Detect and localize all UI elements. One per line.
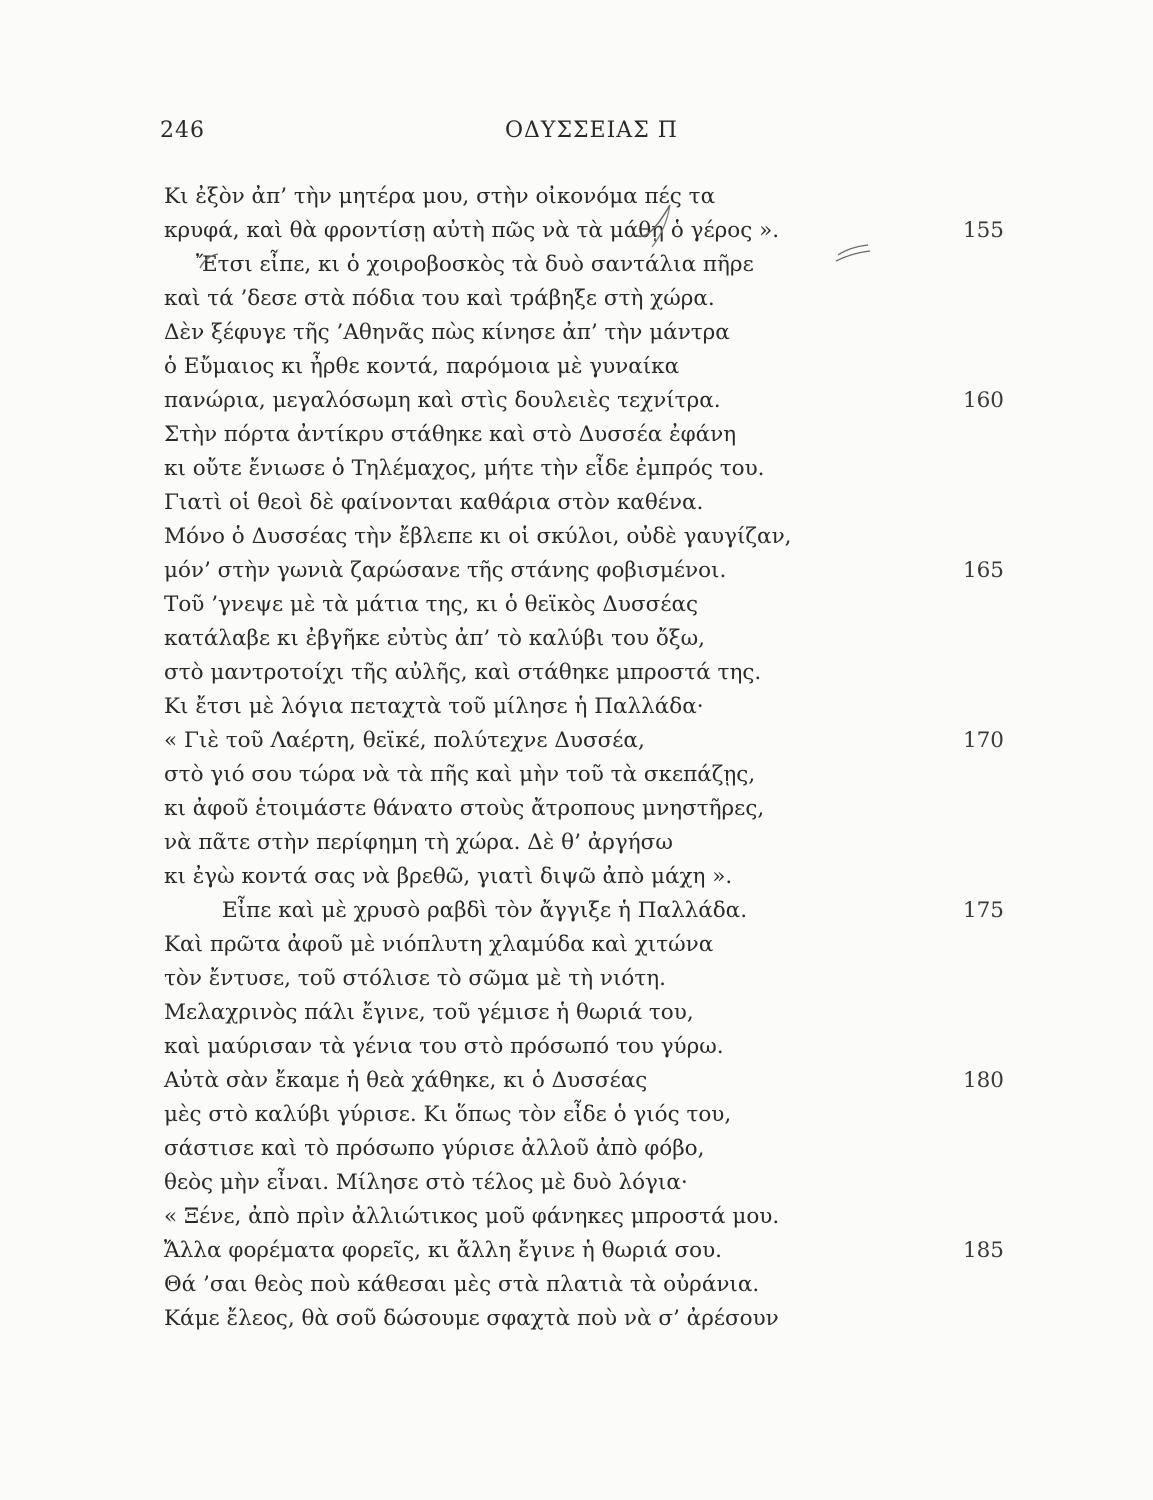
verse-text: πανώρια, μεγαλόσωμη καὶ στὶς δουλειὲς τεχνίτρα.	[164, 388, 721, 413]
verse-line	[164, 1166, 1004, 1200]
verse-text: κι ἀφοῦ ἑτοιμάστε θάνατο στοὺς ἄτροπους μνηστῆρες,	[164, 796, 765, 821]
verse-text: Θά ’σαι θεὸς ποὺ κάθεσαι μὲς στὰ πλατιὰ τὰ οὐράνια.	[164, 1272, 760, 1297]
line-number: 165	[962, 558, 1004, 583]
verse-line	[164, 588, 1004, 622]
verse-line	[164, 418, 1004, 452]
line-number: 175	[962, 898, 1004, 923]
verse-text: τὸν ἔντυσε, τοῦ στόλισε τὸ σῶμα μὲ τὴ νιότη.	[164, 966, 666, 991]
verse-text: Κι ἐξὸν ἀπ’ τὴν μητέρα μου, στὴν οἰκονόμα πές τα	[164, 184, 716, 209]
verse-text: Δὲν ξέφυγε τῆς ’Αθηνᾶς πὼς κίνησε ἀπ’ τὴν μάντρα	[164, 320, 730, 345]
verse-text: σάστισε καὶ τὸ πρόσωπο γύρισε ἀλλοῦ ἀπὸ φόβο,	[164, 1136, 705, 1161]
verse-text: Ἄλλα φορέματα φορεῖς, κι ἄλλη ἔγινε ἡ θωριά σου.	[164, 1238, 723, 1263]
verse-text: κρυφά, καὶ θὰ φροντίσῃ αὐτὴ πῶς νὰ τὰ μάθῃ ὁ γέρος ».	[164, 218, 780, 243]
verse-line	[164, 996, 1004, 1030]
line-number: 185	[962, 1238, 1004, 1263]
verse-text: Εἶπε καὶ μὲ χρυσὸ ραβδὶ τὸν ἄγγιξε ἡ Παλλάδα.	[222, 898, 748, 923]
verse-line	[164, 554, 1004, 588]
verse-line	[164, 452, 1004, 486]
verse-line	[164, 690, 1004, 724]
verse-line	[164, 1098, 1004, 1132]
verse-text: Ἔτσι εἶπε, κι ὁ χοιροβοσκὸς τὰ δυὸ σαντάλια πῆρε	[196, 252, 754, 277]
verse-line	[164, 622, 1004, 656]
verse-line	[164, 350, 1004, 384]
verse-text: ὁ Εὔμαιος κι ἦρθε κοντά, παρόμοια μὲ γυναίκα	[164, 354, 680, 379]
verse-line	[164, 1030, 1004, 1064]
verse-text: καὶ μαύρισαν τὰ γένια του στὸ πρόσωπό του γύρω.	[164, 1034, 724, 1059]
verse-line	[164, 826, 1004, 860]
verse-text: νὰ πᾶτε στὴν περίφημη τὴ χώρα. Δὲ θ’ ἀργήσω	[164, 830, 673, 855]
verse-text: κι οὔτε ἔνιωσε ὁ Τηλέμαχος, μήτε τὴν εἶδε ἐμπρός του.	[164, 456, 765, 481]
verse-text: στὸ μαντροτοίχι τῆς αὐλῆς, καὶ στάθηκε μπροστά της.	[164, 660, 762, 685]
verse-line	[164, 384, 1004, 418]
verse-text: κατάλαβε κι ἐβγῆκε εὐτὺς ἀπ’ τὸ καλύβι του ὄξω,	[164, 626, 706, 651]
verse-text: θεὸς μὴν εἶναι. Μίλησε στὸ τέλος μὲ δυὸ λόγια·	[164, 1170, 688, 1195]
verse-text: « Ξένε, ἀπὸ πρὶν ἀλλιώτικος μοῦ φάνηκες μπροστά μου.	[164, 1204, 780, 1229]
verse-line	[164, 1234, 1004, 1268]
verse-line	[164, 520, 1004, 554]
verse-line	[164, 962, 1004, 996]
verse-line	[164, 724, 1004, 758]
verse-text: Μελαχρινὸς πάλι ἔγινε, τοῦ γέμισε ἡ θωριά του,	[164, 1000, 694, 1025]
verse-text: Κάμε ἔλεος, θὰ σοῦ δώσουμε σφαχτὰ ποὺ νὰ σ’ ἀρέσουν	[164, 1306, 779, 1331]
verse-line	[164, 248, 1004, 282]
running-title: ΟΔΥΣΣΕΙΑΣ Π	[505, 118, 678, 143]
verse-text: μόν’ στὴν γωνιὰ ζαρώσανε τῆς στάνης φοβισμένοι.	[164, 558, 727, 583]
page-header	[160, 118, 1000, 158]
page-number: 246	[160, 118, 205, 143]
verse-text: Στὴν πόρτα ἀντίκρυ στάθηκε καὶ στὸ Δυσσέα ἐφάνη	[164, 422, 737, 447]
verse-text: κι ἐγὼ κοντά σας νὰ βρεθῶ, γιατὶ διψῶ ἀπὸ μάχη ».	[164, 864, 733, 889]
verse-text: Μόνο ὁ Δυσσέας τὴν ἔβλεπε κι οἱ σκύλοι, οὐδὲ γαυγίζαν,	[164, 524, 792, 549]
verse-text: Καὶ πρῶτα ἀφοῦ μὲ νιόπλυτη χλαμύδα καὶ χιτώνα	[164, 932, 714, 957]
verse-line	[164, 180, 1004, 214]
verse-line	[164, 1132, 1004, 1166]
verse-text: « Γιὲ τοῦ Λαέρτη, θεϊκέ, πολύτεχνε Δυσσέα,	[164, 728, 645, 753]
verse-block	[164, 180, 1004, 1336]
verse-text: στὸ γιό σου τώρα νὰ τὰ πῆς καὶ μὴν τοῦ τὰ σκεπάζῃς,	[164, 762, 756, 787]
verse-line	[164, 1200, 1004, 1234]
verse-line	[164, 758, 1004, 792]
line-number: 155	[962, 218, 1004, 243]
verse-text: Αὐτὰ σὰν ἔκαμε ἡ θεὰ χάθηκε, κι ὁ Δυσσέας	[164, 1068, 648, 1093]
verse-text: καὶ τά ’δεσε στὰ πόδια του καὶ τράβηξε στὴ χώρα.	[164, 286, 715, 311]
verse-text: Τοῦ ’γνεψε μὲ τὰ μάτια της, κι ὁ θεϊκὸς Δυσσέας	[164, 592, 699, 617]
verse-line	[164, 928, 1004, 962]
verse-line	[164, 1302, 1004, 1336]
verse-text: Κι ἔτσι μὲ λόγια πεταχτὰ τοῦ μίλησε ἡ Παλλάδα·	[164, 694, 704, 719]
verse-line	[164, 316, 1004, 350]
verse-text: Γιατὶ οἱ θεοὶ δὲ φαίνονται καθάρια στὸν καθένα.	[164, 490, 704, 515]
line-number: 170	[962, 728, 1004, 753]
verse-line	[164, 486, 1004, 520]
verse-line	[164, 792, 1004, 826]
verse-line	[164, 656, 1004, 690]
verse-line	[164, 1064, 1004, 1098]
line-number: 160	[962, 388, 1004, 413]
verse-line	[164, 1268, 1004, 1302]
verse-line	[164, 282, 1004, 316]
line-number: 180	[962, 1068, 1004, 1093]
verse-line	[164, 860, 1004, 894]
verse-line	[164, 894, 1004, 928]
verse-line	[164, 214, 1004, 248]
verse-text: μὲς στὸ καλύβι γύρισε. Κι ὅπως τὸν εἶδε ὁ γιός του,	[164, 1102, 732, 1127]
